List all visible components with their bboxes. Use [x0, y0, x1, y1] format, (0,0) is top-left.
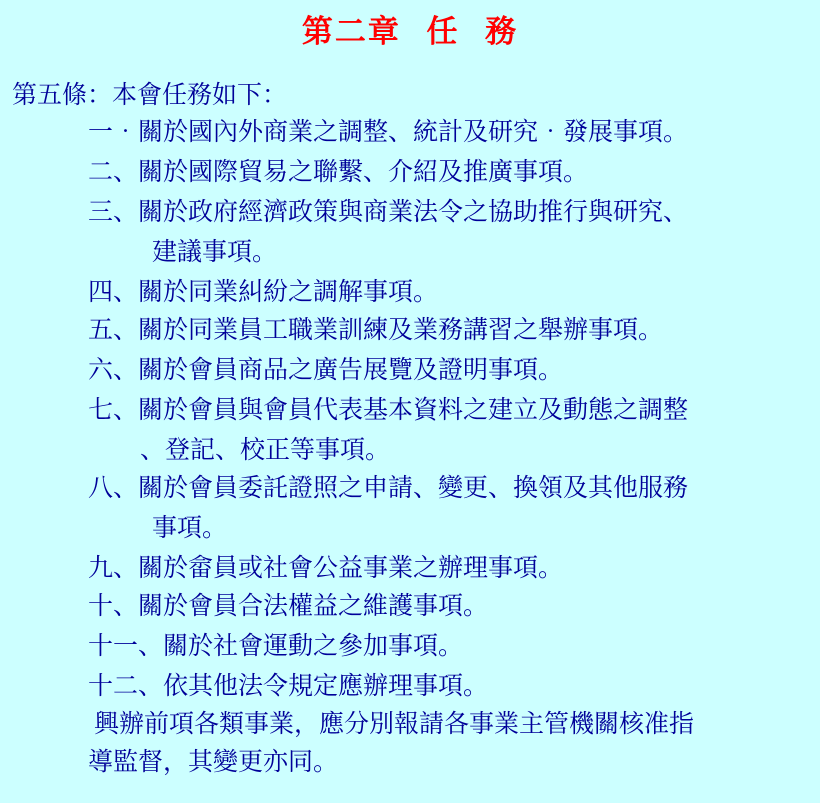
task-item-text: 六、關於會員商品之廣告展覽及證明事項。 — [88, 355, 564, 384]
task-item-3 — [88, 192, 808, 272]
task-item-1 — [88, 112, 808, 152]
task-item-12 — [88, 666, 808, 706]
task-item-8 — [88, 468, 808, 548]
task-item-text: 一‧關於國內外商業之調整、統計及研究‧發展事項。 — [88, 117, 689, 146]
task-item-6 — [88, 350, 808, 390]
task-item-text: 十、關於會員合法權益之維護事項。 — [88, 591, 489, 620]
chapter-title: 第二章 任 務 — [301, 14, 519, 50]
article-heading: 第五條：本會任務如下： — [12, 80, 288, 109]
task-item-text: 三、關於政府經濟政策與商業法令之協助推行與研究、 — [88, 197, 689, 226]
task-item-4 — [88, 272, 808, 312]
task-item-10 — [88, 586, 808, 626]
task-item-text: 七、關於會員與會員代表基本資料之建立及動態之調整 — [88, 395, 689, 424]
task-item-text: 五、關於同業員工職業訓練及業務講習之舉辦事項。 — [88, 315, 664, 344]
task-item-9 — [88, 548, 808, 588]
task-item-text: 八、關於會員委託證照之申請、變更、換領及其他服務 — [88, 473, 689, 502]
task-item-11 — [88, 626, 808, 666]
task-item-text: 二、關於國際貿易之聯繫、介紹及推廣事項。 — [88, 157, 589, 186]
task-item-continuation: 事項。 — [152, 513, 228, 542]
task-item-text: 十一、關於社會運動之參加事項。 — [88, 631, 464, 660]
task-item-text: 十二、依其他法令規定應辦理事項。 — [88, 671, 489, 700]
task-item-7 — [88, 390, 808, 470]
task-item-5 — [88, 310, 808, 350]
closing-note — [88, 705, 808, 781]
task-item-continuation: 、登記、校正等事項。 — [140, 435, 391, 464]
task-item-text: 四、關於同業糾紛之調解事項。 — [88, 277, 439, 306]
task-item-continuation: 建議事項。 — [152, 237, 278, 266]
closing-note-line-1: 興辦前項各類事業，應分別報請各事業主管機關核准指 — [94, 709, 695, 738]
task-item-2 — [88, 152, 808, 192]
closing-note-line-2: 導監督，其變更亦同。 — [88, 747, 339, 776]
task-item-text: 九、關於畲員或社會公益事業之辦理事項。 — [88, 553, 564, 582]
